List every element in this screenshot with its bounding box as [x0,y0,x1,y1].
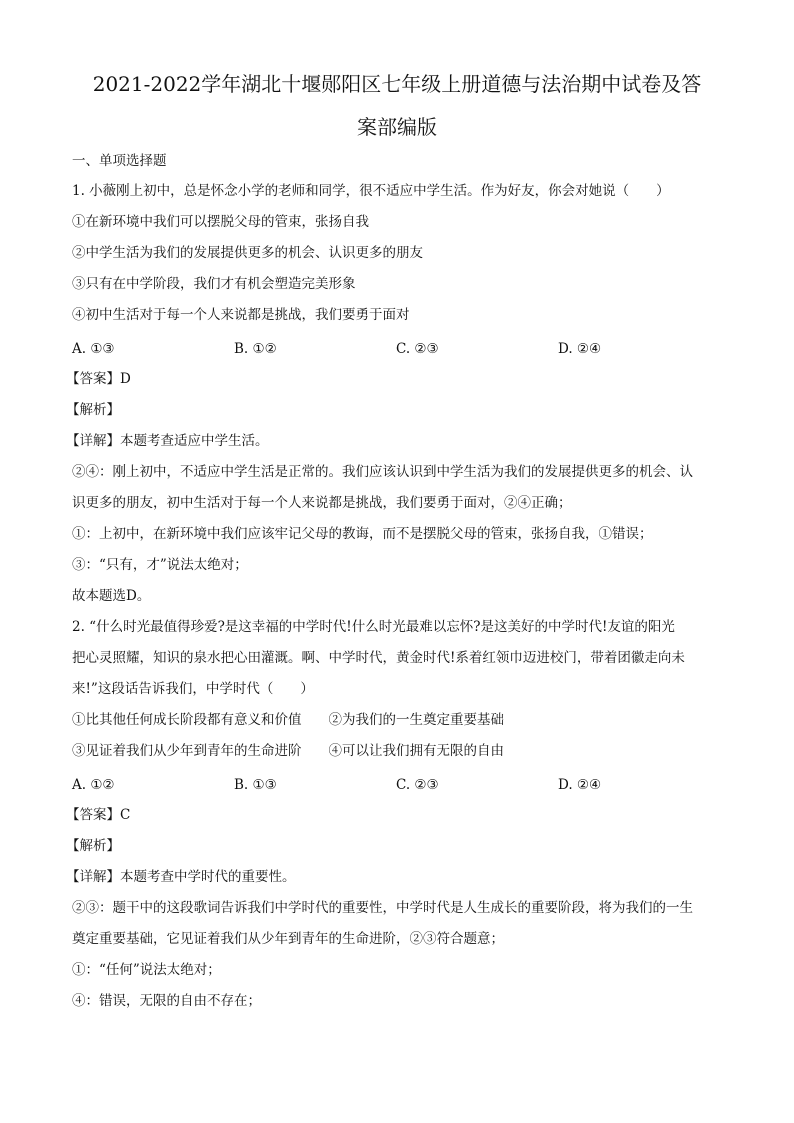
question-2-explanation-1: ②③：题干中的这段歌词告诉我们中学时代的重要性，中学时代是人生成长的重要阶段，将为我们的一生 [72,900,693,916]
question-2-detail: 【详解】本题考查中学时代的重要性。 [66,869,296,885]
question-2-option-a: A. ①② [72,777,115,793]
question-1-answer: 【答案】D [66,371,131,387]
question-2-stem-line-2: 把心灵照耀，知识的泉水把心田灌溉。啊、中学时代，黄金时代!系着红领巾迈进校门，带着团徽走向未 [72,650,685,666]
question-1-statement-3: ③只有在中学阶段，我们才有机会塑造完美形象 [72,276,356,292]
question-1-option-a: A. ①③ [72,341,115,357]
question-1-statement-2: ②中学生活为我们的发展提供更多的机会、认识更多的朋友 [72,245,423,261]
question-1-analysis-label: 【解析】 [66,402,120,418]
question-1-explanation-1: ②④：刚上初中，不适应中学生活是正常的。我们应该认识到中学生活为我们的发展提供更多的机会、认 [72,464,693,480]
section-heading: 一、单项选择题 [72,153,167,169]
question-1-conclusion: 故本题选D。 [72,588,151,604]
question-1-explanation-2: 识更多的朋友，初中生活对于每一个人来说都是挑战，我们要勇于面对，②④正确； [72,495,572,511]
question-2-explanation-2: 奠定重要基础，它见证着我们从少年到青年的生命进阶，②③符合题意； [72,931,504,947]
document-title-line-1: 2021-2022学年湖北十堰郧阳区七年级上册道德与法治期中试卷及答 [92,72,702,96]
question-1-option-d: D. ②④ [558,341,602,357]
question-1-statement-4: ④初中生活对于每一个人来说都是挑战，我们要勇于面对 [72,307,410,323]
question-1-detail: 【详解】本题考查适应中学生活。 [66,433,269,449]
document-title-line-2: 案部编版 [357,115,437,139]
question-2-statements-1: ①比其他任何成长阶段都有意义和价值 ②为我们的一生奠定重要基础 [72,712,504,728]
question-1-explanation-3: ①：上初中，在新环境中我们应该牢记父母的教诲，而不是摆脱父母的管束，张扬自我，①错误； [72,526,653,542]
question-2-stem-line-1: 2. “什么时光最值得珍爱?是这幸福的中学时代!什么时光最难以忘怀?是这美好的中学时代!友谊的阳光 [72,619,675,635]
question-1-statement-1: ①在新环境中我们可以摆脱父母的管束，张扬自我 [72,214,369,230]
question-1-stem: 1. 小薇刚上初中，总是怀念小学的老师和同学，很不适应中学生活。作为好友，你会对她说（ ） [72,183,670,199]
question-2-statements-2: ③见证着我们从少年到青年的生命进阶 ④可以让我们拥有无限的自由 [72,743,504,759]
question-1-option-c: C. ②③ [396,341,439,357]
question-1-explanation-4: ③：“只有，才”说法太绝对； [72,557,248,573]
question-2-answer: 【答案】C [66,807,131,823]
question-2-option-b: B. ①③ [234,777,277,793]
question-1-option-b: B. ①② [234,341,277,357]
question-2-stem-line-3: 来!”这段话告诉我们，中学时代（ ） [72,681,314,697]
question-2-explanation-3: ①：“任何”说法太绝对； [72,962,221,978]
question-2-option-d: D. ②④ [558,777,602,793]
question-2-explanation-4: ④：错误，无限的自由不存在； [72,993,261,1009]
question-2-option-c: C. ②③ [396,777,439,793]
question-2-analysis-label: 【解析】 [66,838,120,854]
